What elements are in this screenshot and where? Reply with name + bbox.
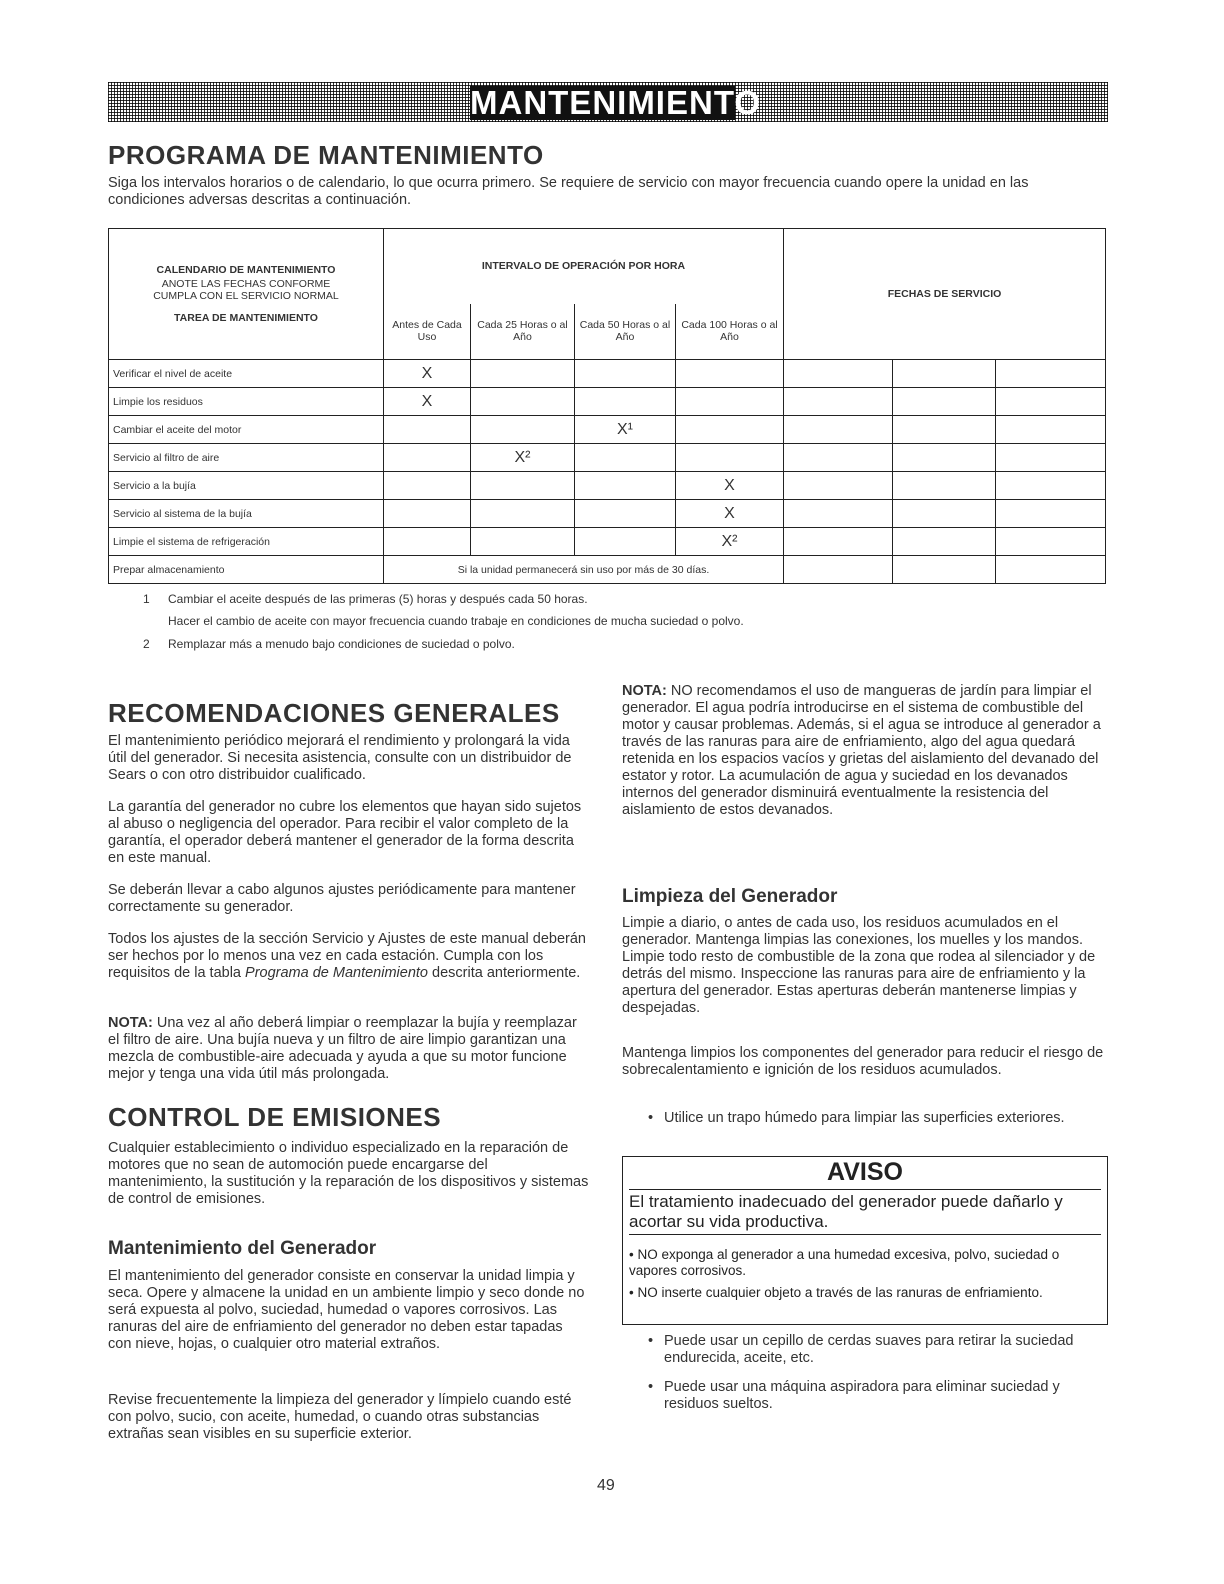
control-title: CONTROL DE EMISIONES [108, 1102, 442, 1132]
banner-title: MANTENIMIENTO [470, 84, 762, 121]
table-row [109, 416, 1106, 444]
date-cell [784, 472, 893, 500]
calendar-title: CALENDARIO DE MANTENIMIENTO [156, 264, 336, 276]
aviso-warning: El tratamiento inadecuado del generador puede dañarlo y acortar su vida productiva. [629, 1189, 1101, 1235]
interval-cell [676, 416, 784, 444]
bullet-3: Puede usar una máquina aspiradora para eliminar suciedad y residuos sueltos. [664, 1379, 1060, 1412]
interval-cell: X [676, 500, 784, 528]
aviso-title: AVISO [827, 1158, 903, 1186]
bullet-dot: • [648, 1333, 654, 1349]
limpieza-p2: Mantenga limpios los componentes del generador para reducir el riesgo de sobrecalentamiento e ignición de los residuos acumulados. [622, 1045, 1104, 1078]
calendar-note: ANOTE LAS FECHAS CONFORME CUMPLA CON EL SERVICIO NORMAL [153, 278, 339, 302]
storage-note: Si la unidad permanecerá sin uso por más de 30 días. [384, 556, 784, 584]
date-cell [784, 360, 893, 388]
aviso-item-1-text: NO exponga al generador a una humedad excesiva, polvo, suciedad o vapores corrosivos. [629, 1247, 1060, 1278]
programa-intro: Siga los intervalos horarios o de calendario, lo que ocurra primero. Se requiere de servicio con mayor frecuencia cuando opere la unidad en las condiciones adversas descritas a continuación. [108, 175, 1029, 208]
interval-cell [676, 360, 784, 388]
task-cell: Verificar el nivel de aceite [109, 360, 384, 388]
date-cell [996, 388, 1106, 416]
interval-cell [384, 444, 471, 472]
date-cell [996, 444, 1106, 472]
bullet-dot: • [648, 1379, 654, 1395]
footnote-1-number: 1 [143, 592, 150, 606]
interval-cell [575, 528, 676, 556]
right-nota-text: NO recomendamos el uso de mangueras de jardín para limpiar el generador. El agua podría introducirse en el sistema de combustible del motor y causar problemas. Además, si el agua se introduce al generador a través de las ranuras para aire de enfriamiento, algo del agua quedará retenida en los espacios vacíos y grietas del aislamiento del devanado del estator y rotor. La acumulación de agua y suciedad en los devanados internos del generador disminuirá eventualmente la resistencia del aislamiento de estos devanados. [622, 683, 1101, 818]
table-row [109, 360, 1106, 388]
interval-header: INTERVALO DE OPERACIÓN POR HORA [384, 229, 784, 304]
recomendaciones-nota [108, 1015, 590, 1083]
bullet-dot: • [648, 1110, 654, 1126]
nota-label: NOTA: [108, 1015, 153, 1031]
interval-cell [384, 528, 471, 556]
p4-italic: Programa de Mantenimiento [245, 965, 428, 981]
interval-cell [575, 444, 676, 472]
control-p1: Cualquier establecimiento o individuo especializado en la reparación de motores que no sean de automoción puede encargarse del mantenimiento, la sustitución y la reparación de los dispositivos y sistemas de control de emisiones. [108, 1140, 589, 1207]
right-nota [622, 683, 1106, 819]
date-cell [893, 472, 996, 500]
interval-cell [575, 388, 676, 416]
p4-text-b: descrita anteriormente. [432, 965, 581, 981]
p4-text-a: Todos los ajustes de la sección Servicio y Ajustes de este manual deberán ser hechos por lo menos una vez en cada estación. Cumpla con los requisitos de la tabla [108, 931, 586, 981]
fechas-header: FECHAS DE SERVICIO [784, 229, 1106, 360]
date-cell [996, 416, 1106, 444]
task-cell: Servicio al filtro de aire [109, 444, 384, 472]
date-cell [893, 388, 996, 416]
interval-cell [384, 416, 471, 444]
date-cell [893, 500, 996, 528]
aviso-item-2-text: NO inserte cualquier objeto a través de las ranuras de enfriamiento. [637, 1285, 1043, 1300]
programa-title: PROGRAMA DE MANTENIMIENTO [108, 140, 544, 170]
aviso-item-1: • NO exponga al generador a una humedad excesiva, polvo, suciedad o vapores corrosivos. [629, 1247, 1060, 1278]
interval-cell [384, 472, 471, 500]
task-cell: Limpie los residuos [109, 388, 384, 416]
col-antes: Antes de Cada Uso [384, 304, 471, 360]
interval-cell [384, 500, 471, 528]
interval-cell [575, 472, 676, 500]
interval-cell: X [384, 388, 471, 416]
interval-cell: X [384, 360, 471, 388]
date-cell [893, 360, 996, 388]
col-50: Cada 50 Horas o al Año [575, 304, 676, 360]
date-cell [784, 388, 893, 416]
limpieza-title: Limpieza del Generador [622, 886, 838, 907]
date-cell [784, 444, 893, 472]
interval-cell [471, 388, 575, 416]
task-header: TAREA DE MANTENIMIENTO [174, 312, 318, 324]
interval-cell: X² [676, 528, 784, 556]
interval-cell [575, 360, 676, 388]
date-cell [996, 500, 1106, 528]
task-cell: Servicio a la bujía [109, 472, 384, 500]
nota-text: Una vez al año deberá limpiar o reemplazar la bujía y reemplazar el filtro de aire. Una bujía nueva y un filtro de aire limpio garantizan una mezcla de combustible-aire adecuada y ayuda a que su motor funcione mejor y tenga una vida útil más prolongada. [108, 1015, 577, 1082]
calendar-header-cell [109, 229, 384, 360]
interval-cell [471, 500, 575, 528]
date-cell [784, 528, 893, 556]
recomendaciones-p2: La garantía del generador no cubre los elementos que hayan sido sujetos al abuso o negligencia del operador. Para recibir el valor completo de la garantía, el operador deberá mantener el generador de la forma descrita en este manual. [108, 799, 582, 866]
date-cell [784, 416, 893, 444]
mant-gen-p1: El mantenimiento del generador consiste en conservar la unidad limpia y seca. Opere y almacene la unidad en un ambiente limpio y seco donde no será expuesta al polvo, suciedad, humedad o vapores corrosivos. Las ranuras del aire de enfriamiento del generador no deben estar tapadas con nieve, hojas, o cualquier otro material extraños. [108, 1268, 585, 1352]
col-25: Cada 25 Horas o al Año [471, 304, 575, 360]
table-row [109, 556, 1106, 584]
footnote-1-text-b: Hacer el cambio de aceite con mayor frecuencia cuando trabaje en condiciones de mucha suciedad o polvo. [168, 614, 744, 628]
interval-cell [471, 528, 575, 556]
mant-gen-p2: Revise frecuentemente la limpieza del generador y límpielo cuando esté con polvo, sucio, con aceite, humedad, o cuando otras substancias extrañas sean visibles en su superficie exterior. [108, 1392, 572, 1442]
date-cell [996, 472, 1106, 500]
date-cell [893, 528, 996, 556]
date-cell [893, 556, 996, 584]
table-row [109, 472, 1106, 500]
table-row [109, 500, 1106, 528]
interval-cell [471, 416, 575, 444]
task-cell: Cambiar el aceite del motor [109, 416, 384, 444]
mant-gen-title: Mantenimiento del Generador [108, 1238, 377, 1259]
aviso-item-2: • NO inserte cualquier objeto a través de las ranuras de enfriamiento. [629, 1285, 1043, 1300]
footnote-2-number: 2 [143, 637, 150, 651]
interval-cell: X¹ [575, 416, 676, 444]
recomendaciones-p3: Se deberán llevar a cabo algunos ajustes periódicamente para mantener correctamente su generador. [108, 882, 576, 915]
date-cell [893, 416, 996, 444]
table-row [109, 444, 1106, 472]
recomendaciones-p4 [108, 931, 590, 982]
recomendaciones-title: RECOMENDACIONES GENERALES [108, 698, 560, 728]
table-row [109, 388, 1106, 416]
date-cell [996, 556, 1106, 584]
col-100: Cada 100 Horas o al Año [676, 304, 784, 360]
footnote-1-text: Cambiar el aceite después de las primeras (5) horas y después cada 50 horas. [168, 592, 588, 606]
bullet-2: Puede usar un cepillo de cerdas suaves para retirar la suciedad endurecida, aceite, etc. [664, 1333, 1074, 1366]
footnote-2-text: Remplazar más a menudo bajo condiciones de suciedad o polvo. [168, 637, 515, 651]
interval-cell [575, 500, 676, 528]
date-cell [784, 556, 893, 584]
interval-cell [676, 444, 784, 472]
date-cell [996, 528, 1106, 556]
bullet-1: Utilice un trapo húmedo para limpiar las superficies exteriores. [664, 1110, 1065, 1126]
interval-cell [676, 388, 784, 416]
page-number: 49 [597, 1477, 615, 1494]
maintenance-schedule-table [108, 228, 1106, 584]
interval-cell [471, 472, 575, 500]
task-cell: Prepar almacenamiento [109, 556, 384, 584]
limpieza-p1: Limpie a diario, o antes de cada uso, los residuos acumulados en el generador. Mantenga limpias las conexiones, los muelles y los mandos. Limpie todo resto de combustible de la zona que rodea al silenciador y de detrás del mismo. Inspeccione las ranuras para aire de enfriamiento y la apertura del generador. Estas aperturas deberán mantenerse limpias y despejadas. [622, 915, 1096, 1016]
date-cell [784, 500, 893, 528]
date-cell [893, 444, 996, 472]
table-row [109, 528, 1106, 556]
right-nota-label: NOTA: [622, 683, 667, 699]
task-cell: Servicio al sistema de la bujía [109, 500, 384, 528]
interval-cell: X [676, 472, 784, 500]
date-cell [996, 360, 1106, 388]
interval-cell: X² [471, 444, 575, 472]
recomendaciones-p1: El mantenimiento periódico mejorará el rendimiento y prolongará la vida útil del generador. Si necesita asistencia, consulte con un distribuidor de Sears o con otro distribuidor cualificado. [108, 733, 572, 783]
task-cell: Limpie el sistema de refrigeración [109, 528, 384, 556]
aviso-box [622, 1156, 1108, 1325]
interval-cell [471, 360, 575, 388]
